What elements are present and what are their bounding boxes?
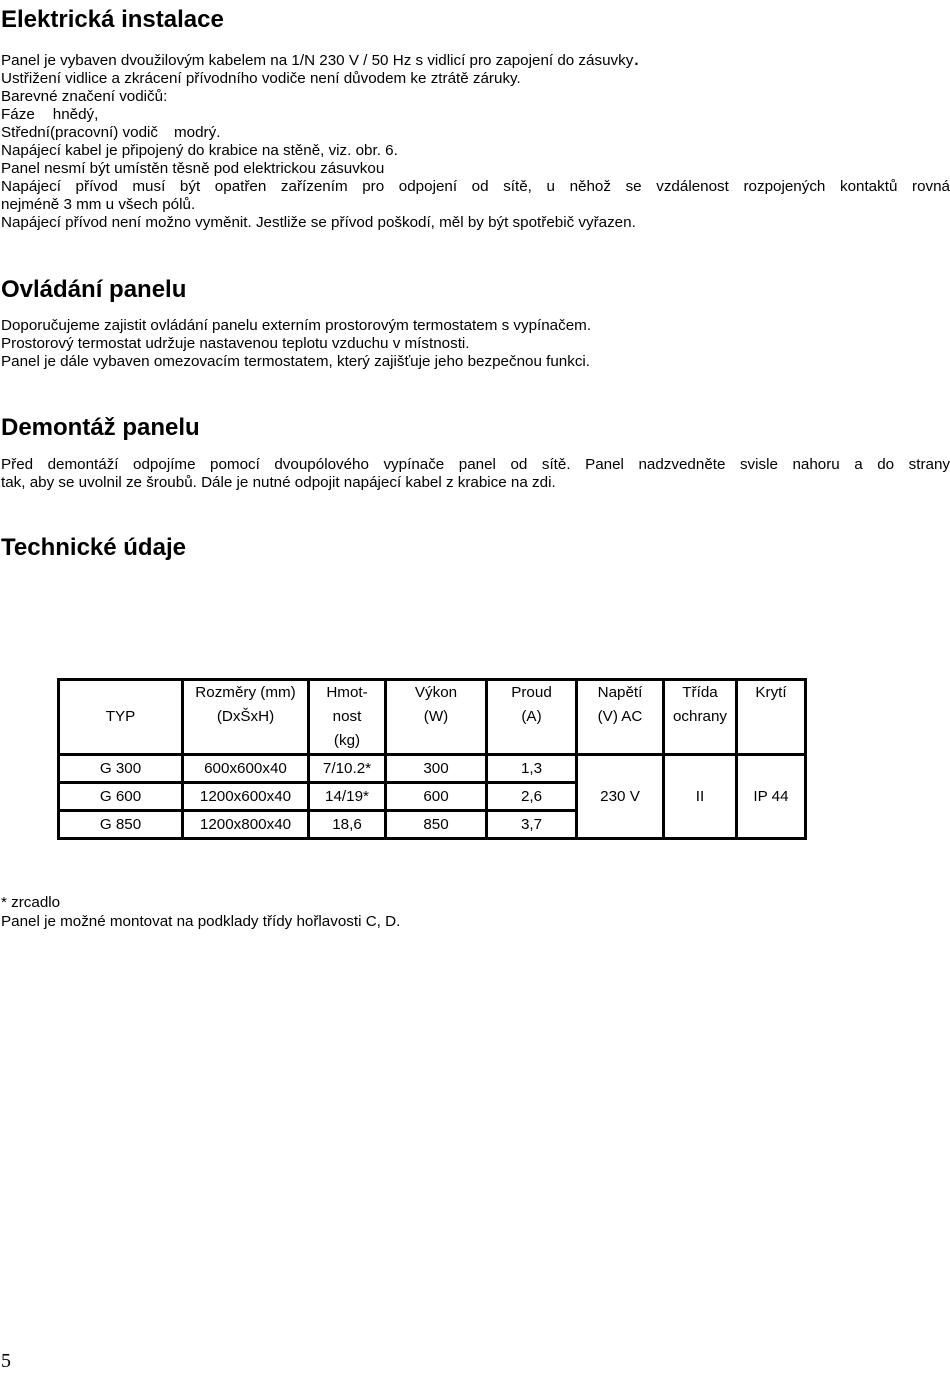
page-number: 5 bbox=[1, 1350, 11, 1372]
electrical-installation-text bbox=[1, 45, 950, 232]
cell-protection-class: II bbox=[664, 755, 737, 839]
technical-data-table bbox=[57, 678, 807, 840]
text-line: Napájecí kabel je připojený do krabice na stěně, viz. obr. 6. bbox=[1, 142, 398, 159]
cell-current: 3,7 bbox=[487, 811, 577, 839]
header-current: Proud (A) bbox=[487, 680, 577, 755]
header-dimensions: Rozměry (mm) (DxŠxH) bbox=[183, 680, 309, 755]
cell-ip-rating: IP 44 bbox=[737, 755, 806, 839]
text-line: Před demontáží odpojíme pomocí dvoupólového vypínače panel od sítě. Panel nadzvedněte svisle nahoru a do strany bbox=[1, 456, 950, 473]
cell-dimensions: 600x600x40 bbox=[183, 755, 309, 783]
cell-dimensions: 1200x800x40 bbox=[183, 811, 309, 839]
cell-typ: G 300 bbox=[59, 755, 183, 783]
text-line: nejméně 3 mm u všech pólů. bbox=[1, 196, 196, 213]
cell-typ: G 600 bbox=[59, 783, 183, 811]
text-line bbox=[1, 106, 950, 124]
wire-color-neutral: modrý. bbox=[174, 124, 221, 141]
text-line bbox=[1, 124, 950, 142]
text-line: Ustřižení vidlice a zkrácení přívodního vodiče není důvodem ke ztrátě záruky. bbox=[1, 70, 521, 87]
header-weight: Hmot- nost (kg) bbox=[309, 680, 386, 755]
cell-power: 850 bbox=[386, 811, 487, 839]
header-protection-class: Třída ochrany bbox=[664, 680, 737, 755]
heading-electrical-installation: Elektrická instalace bbox=[1, 6, 224, 33]
cell-weight: 18,6 bbox=[309, 811, 386, 839]
heading-panel-removal: Demontáž panelu bbox=[1, 414, 200, 441]
text-line: Prostorový termostat udržuje nastavenou teplotu vzduchu v místnosti. bbox=[1, 335, 470, 352]
panel-removal-text bbox=[1, 456, 950, 492]
table-header-row bbox=[59, 680, 806, 755]
cell-weight: 7/10.2* bbox=[309, 755, 386, 783]
cell-power: 600 bbox=[386, 783, 487, 811]
cell-current: 2,6 bbox=[487, 783, 577, 811]
text-line: Panel je dále vybaven omezovacím termostatem, který zajišťuje jeho bezpečnou funkci. bbox=[1, 353, 591, 370]
cell-dimensions: 1200x600x40 bbox=[183, 783, 309, 811]
cell-weight: 14/19* bbox=[309, 783, 386, 811]
panel-control-text bbox=[1, 317, 950, 371]
cell-power: 300 bbox=[386, 755, 487, 783]
text-line bbox=[1, 45, 950, 70]
wire-label-phase: Fáze bbox=[1, 106, 35, 123]
table-row bbox=[59, 755, 806, 783]
text-line-content: Panel je vybaven dvoužilovým kabelem na 1/N 230 V / 50 Hz s vidlicí pro zapojení do zásuvky bbox=[1, 52, 634, 69]
header-ip-rating: Krytí bbox=[737, 680, 806, 755]
footnote-mirror: * zrcadlo bbox=[1, 894, 61, 911]
wire-color-phase: hnědý, bbox=[52, 106, 99, 123]
text-line: tak, aby se uvolnil ze šroubů. Dále je nutné odpojit napájecí kabel z krabice na zdi. bbox=[1, 474, 556, 491]
heading-panel-control: Ovládání panelu bbox=[1, 276, 187, 303]
footnotes bbox=[1, 893, 400, 931]
header-power: Výkon (W) bbox=[386, 680, 487, 755]
text-line: Panel nesmí být umístěn těsně pod elektrickou zásuvkou bbox=[1, 160, 385, 177]
header-voltage: Napětí (V) AC bbox=[577, 680, 664, 755]
wire-label-neutral: Střední(pracovní) vodič bbox=[1, 124, 159, 141]
line-end-dot: . bbox=[633, 45, 640, 70]
heading-technical-data: Technické údaje bbox=[1, 534, 186, 561]
text-line: Napájecí přívod není možno vyměnit. Jestliže se přívod poškodí, měl by být spotřebič vyřazen. bbox=[1, 214, 636, 231]
footnote-flammability: Panel je možné montovat na podklady třídy hořlavosti C, D. bbox=[1, 913, 401, 930]
text-line: Doporučujeme zajistit ovládání panelu externím prostorovým termostatem s vypínačem. bbox=[1, 317, 592, 334]
header-typ: TYP bbox=[59, 680, 183, 755]
cell-current: 1,3 bbox=[487, 755, 577, 783]
text-line: Napájecí přívod musí být opatřen zařízením pro odpojení od sítě, u něhož se vzdálenost rozpojených kontaktů rovná bbox=[1, 178, 950, 195]
text-line: Barevné značení vodičů: bbox=[1, 88, 168, 105]
cell-voltage: 230 V bbox=[577, 755, 664, 839]
cell-typ: G 850 bbox=[59, 811, 183, 839]
